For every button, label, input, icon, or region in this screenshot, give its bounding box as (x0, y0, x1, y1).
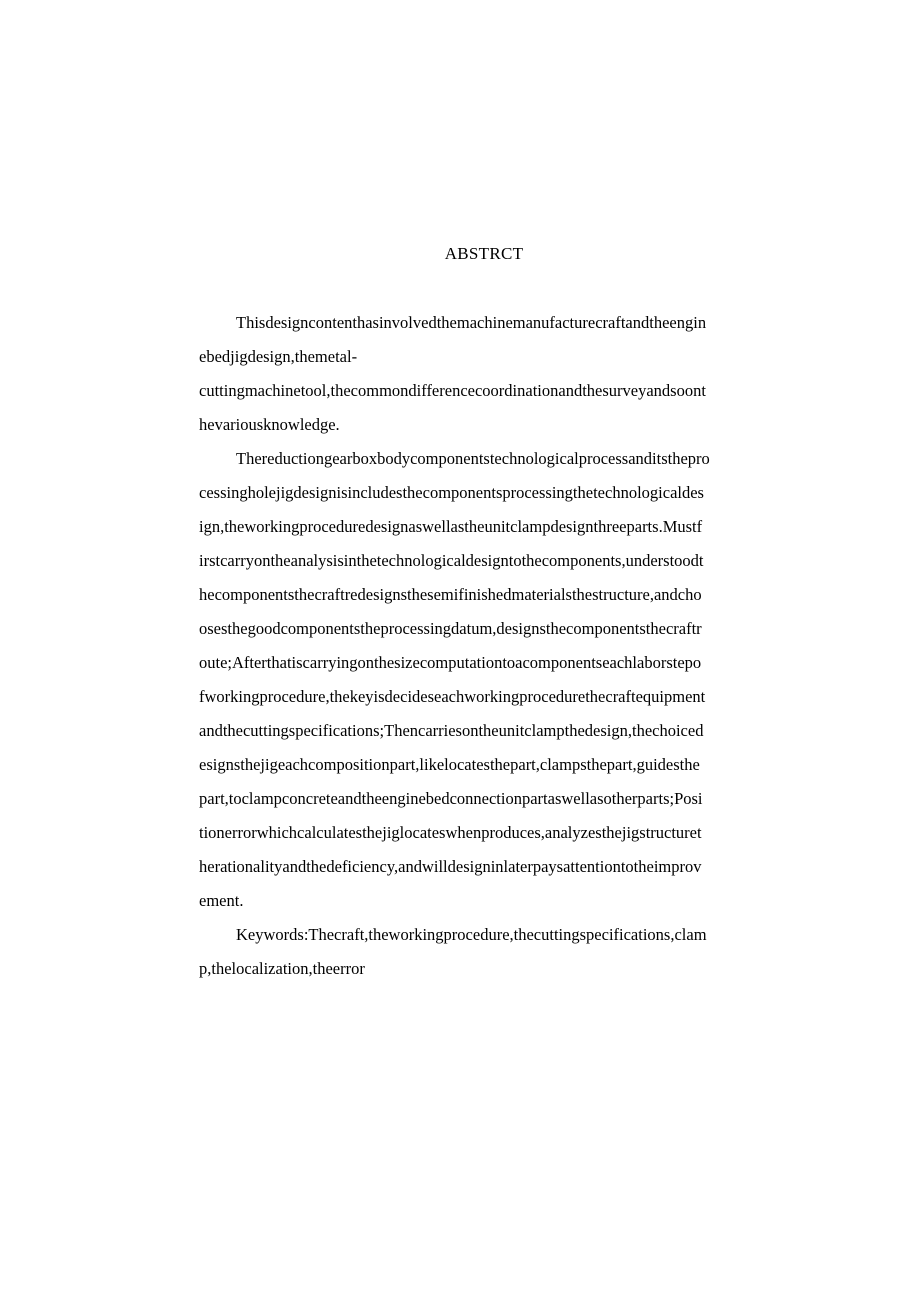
paragraph-1-line-1: Thisdesigncontenthasinvolvedthemachinemanufacturecraftandtheengin (236, 313, 707, 332)
paragraph-2-line-1: Thereductiongearboxbodycomponentstechnologicalprocessanditsthepro (236, 449, 710, 468)
paragraph-2-line-7: oute;Afterthatiscarryingonthesizecomputationtoacomponentseachlaborstepo (199, 653, 702, 672)
paragraph-2-line-6: osesthegoodcomponentstheprocessingdatum,designsthecomponentsthecraftr (199, 619, 702, 638)
paragraph-2-line-11: part,toclampconcreteandtheenginebedconnectionpartaswellasotherparts;Posi (199, 789, 703, 808)
keywords-line-1: Keywords:Thecraft,theworkingprocedure,thecuttingspecifications,clam (236, 925, 707, 944)
keywords-line-2: p,thelocalization,theerror (199, 959, 365, 978)
paragraph-2-line-13: herationalityandthedeficiency,andwilldesigninlaterpaysattentiontotheimprov (199, 857, 702, 876)
abstract-title: ABSTRCT (444, 244, 524, 263)
paragraph-2-line-12: tionerrorwhichcalculatesthejiglocateswhenproduces,analyzesthejigstructuret (199, 823, 702, 842)
paragraph-2-line-4: irstcarryontheanalysisinthetechnologicaldesigntothecomponents,understoodt (199, 551, 704, 570)
paragraph-2-line-3: ign,theworkingproceduredesignaswellastheunitclampdesignthreeparts.Mustf (199, 517, 703, 536)
paragraph-2-line-14: ement. (199, 891, 244, 910)
abstract-body (199, 311, 771, 991)
paragraph-2-line-2: cessingholejigdesignisincludesthecomponentsprocessingthetechnologicaldes (199, 483, 704, 502)
paragraph-2-line-5: hecomponentsthecraftredesignsthesemifinishedmaterialsthestructure,andcho (199, 585, 702, 604)
paragraph-2-line-8: fworkingprocedure,thekeyisdecideseachworkingprocedurethecraftequipment (199, 687, 706, 706)
paragraph-2-line-9: andthecuttingspecifications;Thencarriesontheunitclampthedesign,thechoiced (199, 721, 704, 740)
paragraph-1-line-2: ebedjigdesign,themetal- (199, 347, 358, 366)
paragraph-2-line-10: esignsthejigeachcompositionpart,likelocatesthepart,clampsthepart,guidesthe (199, 755, 700, 774)
paragraph-1-line-3: cuttingmachinetool,thecommondifferencecoordinationandthesurveyandsoont (199, 381, 706, 400)
paragraph-1-line-4: hevariousknowledge. (199, 415, 340, 434)
